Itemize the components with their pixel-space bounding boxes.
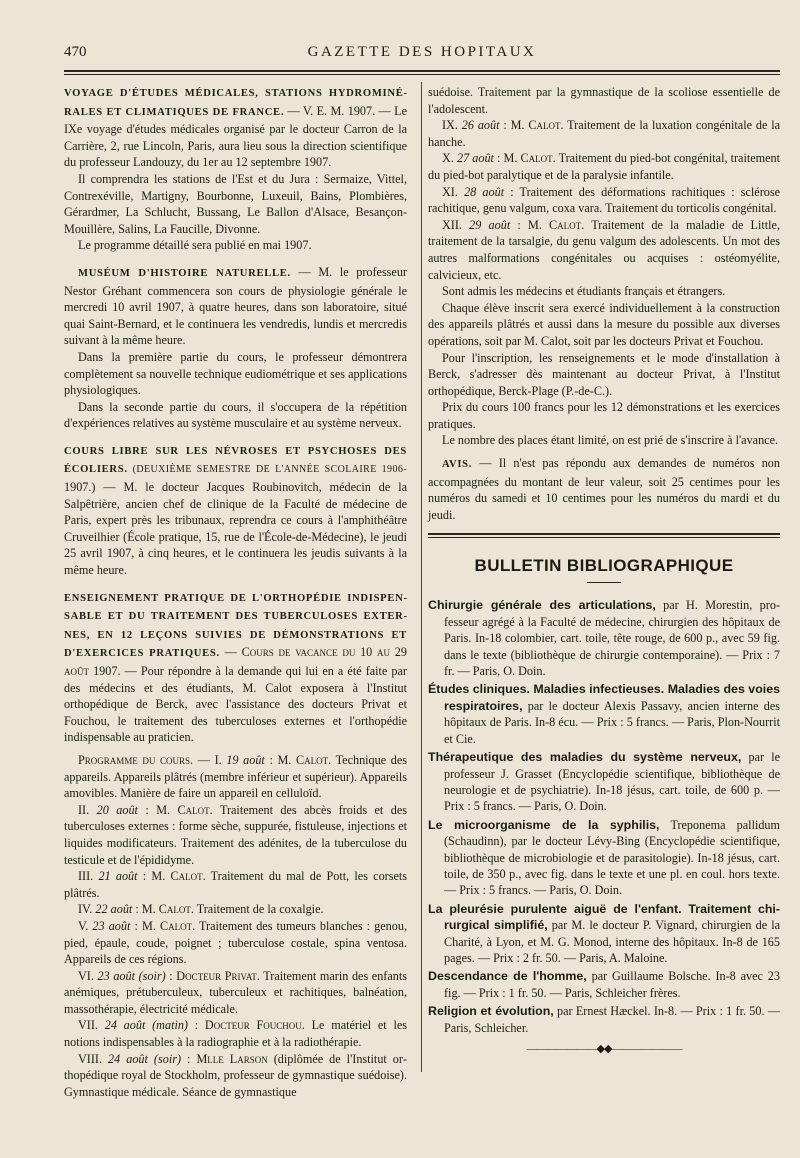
bib-entry bbox=[428, 597, 780, 679]
programme-item-date: 24 août (matin) bbox=[104, 1018, 188, 1033]
programme-item-date: 20 août bbox=[96, 802, 138, 817]
voyage-text: — V. E. M. 1907. — Le IXe voyage d'études médicales organisé par le docteur Carron de la Carrière, 2, rue Lincoln, Paris, aura lieu sous la direction scientifique du professeur Landouzy, du 1er au 12 septembre 1907. bbox=[64, 103, 407, 170]
programme-item-num: VI. bbox=[78, 968, 94, 983]
programme-item-person: M. Calot bbox=[151, 869, 203, 884]
page-number: 470 bbox=[64, 44, 87, 60]
programme-item-num: VII. bbox=[78, 1018, 98, 1033]
avis-paragraph bbox=[428, 455, 780, 523]
programme-item-person: Docteur Privat bbox=[176, 968, 257, 983]
programme-item: II. 20 août : M. Calot. Traitement des abcès froids et des tuberculoses externes : forme sèche, suppurée, fistuleuse, injections et liquides modificateurs. Traitement des adénites, de la tuberculose du testicule et de l'épididyme. bbox=[64, 802, 407, 867]
bib-entry-details: par M. le docteur P. Vignard, chirurgien de la Charité, à Lyon, et M. G. Monod, interne des hôpitaux. In-8 de 165 pages. — Prix : 2 fr. 50. — Paris, A. Maloine. bbox=[444, 918, 780, 965]
programme-item: VII. 24 août (matin) : Docteur Fouchou. Le matériel et les notions indispensables à la radiographie et à la radiothérapie. bbox=[64, 1018, 407, 1050]
museum-part-one: Dans la première partie du cours, le professeur démontrera complètement sa nouvelle technique eudiométrique et ses applications physiologiques. bbox=[64, 349, 407, 398]
programme-item-date: 23 août bbox=[92, 918, 131, 933]
programme-item-person: M. Calot bbox=[141, 902, 191, 917]
programme-item-num: X. bbox=[442, 151, 454, 166]
programme-item-num: III. bbox=[78, 869, 94, 884]
exercise-note: Chaque élève inscrit sera exercé individuellement à la construction des appareils plâtrés et aussi dans la mesure du possible aux diverses opérations, soit par M. Calot, soit par les docteurs Privat et Fouchou. bbox=[428, 300, 780, 348]
places-note: Le nombre des places étant limité, on est prié de s'inscrire à l'avance. bbox=[442, 433, 779, 448]
programme-item: V. 23 août : M. Calot. Traitement des tumeurs blanches : genou, pied, épaule, coude, poignet ; tuberculose costale, spina ventosa. Appareils de ces régions. bbox=[64, 918, 408, 967]
programme-item-text: . Traitement de la maladie de Little, traitement de la tarsalgie, du genu valgum des adolescents. Un mot des autres malformations congénitales ou acquises : ostéomyélite, calvicieux, etc. bbox=[428, 217, 781, 282]
price-note: Prix du cours 100 francs pour les 12 démonstrations et les exercices pratiques. bbox=[428, 400, 780, 431]
inscription-note: Pour l'inscription, les renseignements et le mode d'installation à Berck, s'adresser dès maintenant au docteur Privat, à l'Institut orthopédique, Berck-Plage (P.-de-C.). bbox=[428, 350, 780, 398]
bib-entry bbox=[428, 1003, 780, 1036]
programme-item bbox=[428, 184, 780, 217]
programme-item-person: M. Calot bbox=[141, 918, 193, 933]
bib-entry-title: Thérapeutique des maladies du système nerveux, bbox=[428, 750, 742, 765]
programme-item-date: 29 août bbox=[469, 217, 511, 232]
programme-item-person: Docteur Fouchou bbox=[204, 1018, 302, 1033]
cours-lead: COURS LIBRE SUR LES NÉVROSES ET PSYCHOSES DES ÉCOLIERS. bbox=[64, 445, 407, 476]
enseignement-paragraph bbox=[64, 589, 407, 746]
left-column bbox=[64, 84, 407, 1100]
bib-entry-title: Religion et évolution, bbox=[428, 1004, 554, 1019]
bulletin-title-rule bbox=[587, 582, 621, 583]
programme-item-person: M. Calot bbox=[156, 802, 210, 817]
programme-item-date: 21 août bbox=[98, 869, 138, 884]
programme-item-1-person: M. Calot bbox=[277, 752, 329, 767]
voyage-lead: VOYAGE D'ÉTUDES MÉDICALES, STATIONS HYDROMINÉRALES ET CLIMATIQUES DE FRANCE. bbox=[64, 88, 407, 118]
enseignement-text: — Pour répondre à la demande qui lui en a été faite par des médecins et des étudiants, M. Calot exposera à l'Institut orthopédique de Berck, avec l'assistance des docteurs Privat et Fouchou, le traitement des tuberculoses externes et l'orthopédie indispensable au praticien. bbox=[64, 664, 407, 745]
programme-item: III. 21 août : M. Calot. Traitement du mal de Pott, les corsets plâtrés. bbox=[64, 869, 408, 900]
cours-text: 1907.) — M. le docteur Jacques Roubinovitch, médecin de la Salpêtrière, ancien chef de clinique de la Faculté de médecine de Paris, expert près les tribunaux, reprendra ce cours à l'amphithéâtre Cruveilhier (École pratique, 15, rue de l'École-de-Médecine), le jeudi 25 avril 1907, à cinq heures, et le continuera les jeudis suivants à la même heure. bbox=[64, 480, 407, 578]
programme-item-num: XI. bbox=[442, 184, 458, 199]
bib-entry-title: Chirurgie générale des articulations, bbox=[428, 598, 656, 613]
bib-entry-title: Descendance de l'homme, bbox=[428, 969, 587, 984]
enseignement-dash: — bbox=[219, 645, 242, 660]
programme-item-text: (diplômée de l'Institut orthopédique royal de Stockholm, professeur de gymnastique suédoise). Gymnastique médicale. Séance de gymnastique bbox=[64, 1051, 408, 1099]
section-rule-thin bbox=[428, 537, 780, 538]
programme-item: IX. 26 août : M. Calot. Traitement de la luxation congénitale de la hanche. bbox=[428, 118, 781, 149]
bib-entry-details: par Guillaume Bolsche. In-8 avec 23 fig. — Prix : 1 fr. 50. — Paris, Schleicher frères. bbox=[444, 969, 780, 1000]
programme-item: VI. 23 août (soir) : Docteur Privat. Traitement marin des enfants anémiques, prétuberculeux, tuberculeux et rachitiques, balnéation, massothérapie, électricité médicale. bbox=[64, 968, 407, 1016]
column-divider bbox=[421, 82, 422, 1072]
bib-entry-title: Le microorganisme de la syphilis, bbox=[428, 817, 660, 832]
programme-item-person: M. Calot bbox=[527, 217, 582, 232]
programme-item-text: . Traitement des abcès froids et des tuberculoses externes : forme sèche, suppurée, fistuleuse, injections et liquides modificateurs. Traitement des adénites, de la tuberculose du testicule et de l'épididyme. bbox=[64, 802, 407, 867]
programme-item-person: Mlle Larson bbox=[196, 1051, 268, 1066]
programme-item-date: 23 août (soir) bbox=[97, 968, 166, 983]
avis-text: — Il n'est pas répondu aux demandes de numéros non accompagnées du montant de leur valeur, soit 25 centimes pour les numéros du samedi et 10 centimes pour les numéros du mardi et du jeudi. bbox=[428, 456, 780, 522]
bib-entry-details: par H. Morestin, professeur agrégé à la Faculté de médecine, chirurgien des hôpitaux de Paris. In-18 colombier, cart. toile, tête rouge, de 600 p., avec 59 fig. dans le texte (bibliothèque de chirurgie contemporaine). — Prix : 7 fr. — Paris, O. Doin. bbox=[444, 598, 780, 679]
programme-continuation: suédoise. Traitement par la gymnastique de la scoliose essentielle de l'adolescent. bbox=[428, 85, 780, 116]
cours-paragraph bbox=[64, 442, 407, 579]
programme-item-text: . Le matériel et les notions indispensables à la radiographie et à la radiothérapie. bbox=[64, 1018, 407, 1050]
bib-entry bbox=[428, 681, 780, 747]
programme-item-num: VIII. bbox=[78, 1051, 103, 1066]
programme-heading-line: Programme du cours. — I. 19 août : M. Calot. Technique des appareils. Appareils plâtrés (membre inférieur et supérieur). Appareils amovibles. Manière de faire un appareil en celluloïd. bbox=[64, 752, 408, 801]
programme-item: VIII. 24 août (soir) : Mlle Larson (diplômée de l'Institut orthopédique royal de Stockholm, professeur de gymnastique suédoise). Gymnastique médicale. Séance de gymnastique bbox=[64, 1051, 408, 1099]
programme-item-text: . Traitement marin des enfants anémiques, prétuberculeux, tuberculeux et rachitiques, balnéation, massothérapie, électricité médicale. bbox=[64, 968, 407, 1016]
programme-item-1-text: . Technique des appareils. Appareils plâtrés (membre inférieur et supérieur). Appareils amovibles. Manière de faire un appareil en celluloïd. bbox=[64, 752, 408, 801]
programme-item-text: . Traitement du pied-bot congénital, traitement du pied-bot paralytique et de la paralysie infantile. bbox=[428, 151, 781, 182]
programme-item-1-date: 19 août bbox=[226, 752, 265, 767]
voyage-paragraph bbox=[64, 84, 407, 171]
bib-entry bbox=[428, 968, 780, 1001]
bib-entry-details: par le professeur J. Grasset (Encyclopédie scientifique, bibliothèque de neurologie et de psychiatrie). In-18 jésus, cart. toile, de 600 p. — Prix : 5 francs. — Paris, O. Doin. bbox=[444, 750, 780, 814]
enseignement-lead: ENSEIGNEMENT PRATIQUE DE L'ORTHOPÉDIE INDISPENSABLE ET DU TRAITEMENT DES TUBERCULOSES EXTERNES, EN 12 LEÇONS SUIVIES DE DÉMONSTRATIONS ET D'EXERCICES PRATIQUES. bbox=[64, 592, 407, 660]
programme-item-date: 26 août bbox=[461, 118, 500, 133]
bib-entry bbox=[428, 749, 780, 815]
bib-entry bbox=[428, 901, 780, 967]
page-header bbox=[64, 44, 780, 64]
programme-item-text: . Traitement de la coxalgie. bbox=[190, 902, 324, 917]
header-rule-thin bbox=[64, 74, 780, 75]
programme-item-num: XII. bbox=[442, 217, 462, 232]
programme-item-date: 22 août bbox=[95, 902, 133, 917]
cours-lead-small: (DEUXIÈME SEMESTRE DE L'ANNÉE SCOLAIRE 1906- bbox=[127, 464, 407, 476]
museum-text: — M. le professeur Nestor Gréhant commencera son cours de physiologie générale le mercredi 10 avril 1907, à quatre heures, dans son laboratoire, situé quai Saint-Bernard, et le continuera les vendredis, lundis et mercredis suivant à la même heure. bbox=[64, 264, 407, 348]
programme-item-date: 24 août (soir) bbox=[108, 1051, 182, 1066]
voyage-programme: Le programme détaillé sera publié en mai 1907. bbox=[78, 238, 312, 253]
programme-item-date: 28 août bbox=[464, 184, 505, 199]
bulletin-title: BULLETIN BIBLIOGRAPHIQUE bbox=[474, 556, 734, 576]
header-rule-thick bbox=[64, 70, 780, 72]
programme-item-num: II. bbox=[78, 802, 90, 817]
right-column bbox=[428, 84, 780, 1055]
bib-entry-title: Études cliniques. Maladies infectieuses. Maladies des voies respiratoires, bbox=[428, 682, 780, 713]
admission-note: Sont admis les médecins et étudiants français et étrangers. bbox=[442, 284, 726, 299]
programme-item-num: IX. bbox=[442, 118, 458, 133]
programme-item: X. 27 août : M. Calot. Traitement du pied-bot congénital, traitement du pied-bot paralytique et de la paralysie infantile. bbox=[428, 151, 781, 182]
programme-item-num: V. bbox=[78, 918, 89, 933]
bib-entry bbox=[428, 817, 780, 899]
bib-entry-details: Treponema pallidum (Schaudinn), par le docteur Lévy-Bing (Encyclopédie scientifique, bibliothèque de microbiologie et de parasitologie). In-18 jésus, cart. toile, de 350 p., avec fig. dans le texte et une pl. en coul. hors texte. — Prix : 5 francs. — Paris, O. Doin. bbox=[444, 817, 781, 898]
museum-paragraph bbox=[64, 264, 407, 349]
programme-item-text: . Traitement de la luxation congénitale de la hanche. bbox=[428, 118, 781, 149]
avis-label: AVIS. bbox=[442, 459, 473, 471]
programme-item-num: IV. bbox=[78, 902, 93, 917]
end-ornament: ———————◆◆——————— bbox=[526, 1043, 682, 1055]
section-rule-thick bbox=[428, 533, 780, 535]
bib-entry-title: La pleurésie purulente aiguë de l'enfant. Traitement chirurgical simplifié, bbox=[428, 901, 780, 933]
programme-item-date: 27 août bbox=[456, 151, 494, 166]
voyage-stations: Il comprendra les stations de l'Est et du Jura : Sermaize, Vittel, Contrexéville, Martigny, Bourbonne, Luxeuil, Bains, Plombières, Gérardmer, La Schlucht, Bussang, Le Ballon d'Alsace, Besançon-Mouillère, Salins, La Faucille, Divonne. bbox=[64, 171, 407, 236]
programme-item-text: . Traitement du mal de Pott, les corsets plâtrés. bbox=[64, 869, 408, 900]
programme-item-1-num: I. bbox=[214, 752, 222, 767]
programme-item: IV. 22 août : M. Calot. Traitement de la coxalgie. bbox=[78, 902, 324, 917]
programme-item-text: . Traitement des tumeurs blanches : genou, pied, épaule, coude, poignet ; tuberculose costale, spina ventosa. Appareils de ces régions. bbox=[64, 918, 408, 967]
programme-item-person: M. Calot bbox=[510, 118, 561, 133]
programme-item-person: M. Calot bbox=[503, 151, 553, 166]
programme-item: XII. 29 août : M. Calot. Traitement de la maladie de Little, traitement de la tarsalgie, du genu valgum des adolescents. Un mot des autres malformations congénitales ou acquises : ostéomyélite, calvicieux, etc. bbox=[428, 217, 781, 282]
museum-lead: MUSÉUM D'HISTOIRE NATURELLE. bbox=[78, 267, 291, 279]
bib-entry-details: par Ernest Hæckel. In-8. — Prix : 1 fr. 50. — Paris, Schleicher. bbox=[444, 1004, 780, 1035]
running-title: GAZETTE DES HOPITAUX bbox=[307, 44, 537, 60]
bib-entry-details: par le docteur Alexis Passavy, ancien interne des hôpitaux de Paris. In-8 écu. — Prix : 5 francs. — Paris, Plon-Nourrit et Cie. bbox=[444, 698, 780, 746]
programme-item-text: : Traitement des déformations rachitiques : sclérose rachitique, genu valgum, coxa vara. Traitement du torticolis congénital. bbox=[428, 184, 781, 216]
enseignement-vacance: Cours de vacance du 10 au 29 août 1907. bbox=[64, 645, 407, 678]
museum-part-two: Dans la seconde partie du cours, il s'occupera de la répétition d'expériences relatives au système musculaire et au système nerveux. bbox=[64, 399, 407, 431]
programme-label: Programme du cours. bbox=[78, 752, 194, 767]
